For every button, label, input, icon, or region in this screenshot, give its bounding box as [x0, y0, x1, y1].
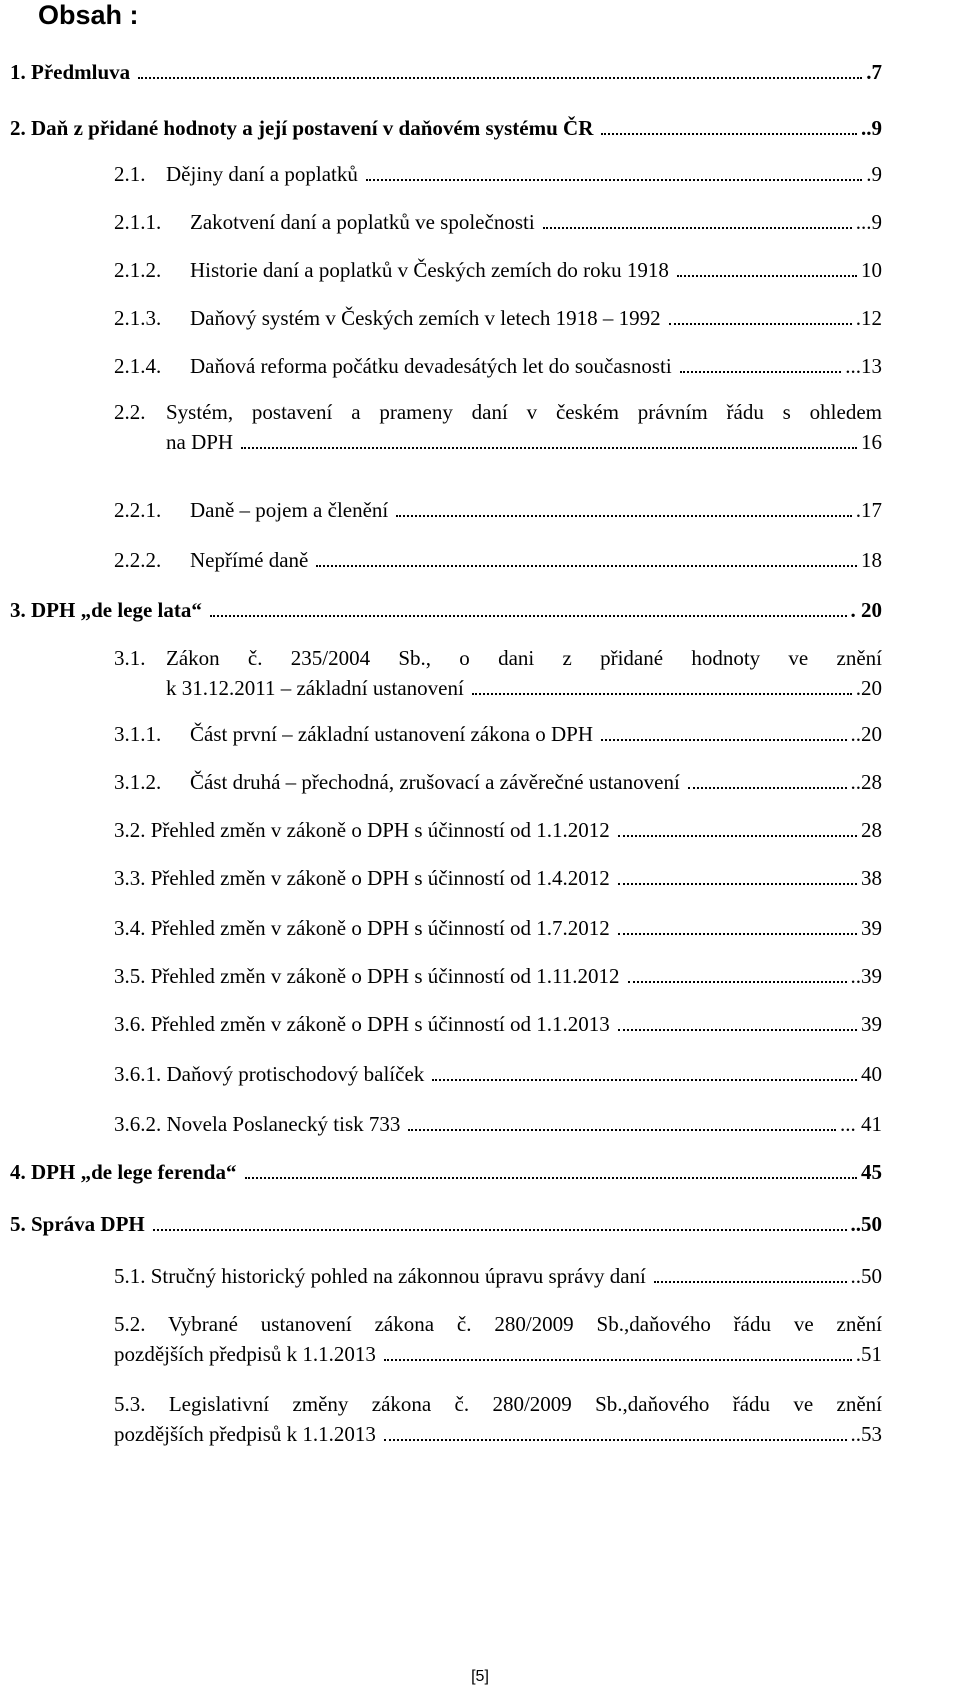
toc-entry-number: 3.1. [114, 646, 146, 670]
toc-entry[interactable] [0, 596, 930, 624]
toc-entry-page: .20 [855, 676, 882, 700]
toc-entry[interactable] [0, 1210, 930, 1238]
toc-entry-page: 10 [861, 258, 882, 282]
toc-entry[interactable] [0, 256, 930, 284]
toc-entry[interactable] [0, 352, 930, 380]
toc-leader-dots [366, 179, 862, 181]
toc-entry-page: 16 [861, 430, 882, 454]
toc-entry[interactable] [0, 1010, 930, 1038]
toc-entry-title: 3.5. Přehled změn v zákoně o DPH s účinností od 1.11.2012 [114, 964, 620, 988]
toc-leader-dots [210, 615, 847, 617]
toc-entry[interactable] [0, 1110, 930, 1138]
toc-leader-dots [618, 883, 857, 885]
toc-leader-dots [316, 565, 857, 567]
toc-entry-title: 3. DPH „de lege lata“ [10, 598, 202, 622]
toc-entry-number: 2.2. [114, 400, 146, 424]
toc-leader-dots [688, 787, 847, 789]
toc-leader-dots [153, 1229, 847, 1231]
toc-entry-page: ..50 [850, 1212, 882, 1236]
toc-entry[interactable] [0, 304, 930, 332]
toc-entry-page: 45 [861, 1160, 882, 1184]
toc-entry[interactable] [0, 816, 930, 844]
toc-entry-title: Část druhá – přechodná, zrušovací a závěrečné ustanovení [190, 770, 680, 794]
toc-entry-page: 39 [861, 1012, 882, 1036]
toc-entry-title: Historie daní a poplatků v Českých zemích do roku 1918 [190, 258, 669, 282]
toc-entry[interactable] [0, 1262, 930, 1290]
toc-entry-title: Zákon č. 235/2004 Sb., o dani z přidané hodnoty ve znění [166, 646, 882, 670]
toc-entry-title: 5.3. Legislativní změny zákona č. 280/2009 Sb.,daňového řádu ve znění [114, 1392, 882, 1416]
toc-entry[interactable] [0, 58, 930, 86]
toc-leader-dots [245, 1177, 857, 1179]
toc-entry-title: 1. Předmluva [10, 60, 131, 84]
toc-entry-number: 2.1.1. [114, 210, 162, 234]
toc-leader-dots [618, 933, 857, 935]
toc-entry[interactable] [0, 720, 930, 748]
toc-entry-page: .12 [855, 306, 882, 330]
toc-entry-title: Daňová reforma počátku devadesátých let do současnosti [190, 354, 672, 378]
toc-entry[interactable] [0, 962, 930, 990]
toc-entry-page: 28 [861, 818, 882, 842]
toc-leader-dots [396, 515, 852, 517]
toc-entry-page: ..50 [850, 1264, 882, 1288]
toc-leader-dots [677, 275, 857, 277]
toc-leader-dots [408, 1129, 836, 1131]
toc-entry-page: 39 [861, 916, 882, 940]
toc-entry-number: 2.1.3. [114, 306, 162, 330]
toc-entry[interactable] [0, 768, 930, 796]
toc-entry-page: 38 [861, 866, 882, 890]
toc-entry-page: . 20 [850, 598, 882, 622]
toc-leader-dots [543, 227, 852, 229]
toc-entry-number: 2.2.2. [114, 548, 162, 572]
toc-entry-page: .9 [866, 162, 882, 186]
toc-leader-dots [384, 1439, 847, 1441]
toc-entry[interactable] [0, 1060, 930, 1088]
toc-entry[interactable] [0, 1310, 930, 1368]
toc-leader-dots [654, 1281, 847, 1283]
toc-leader-dots [384, 1359, 852, 1361]
toc-entry-title-continued: pozdějších předpisů k 1.1.2013 [114, 1422, 376, 1446]
toc-entry-number: 2.1. [114, 162, 146, 186]
toc-entry-page: ..53 [850, 1422, 882, 1446]
toc-entry-title: Dějiny daní a poplatků [166, 162, 358, 186]
toc-entry-number: 3.1.2. [114, 770, 162, 794]
toc-entry[interactable] [0, 208, 930, 236]
toc-entry-number: 2.1.2. [114, 258, 162, 282]
toc-heading: Obsah : [38, 0, 139, 30]
toc-entry-title: 3.3. Přehled změn v zákoně o DPH s účinností od 1.4.2012 [114, 866, 610, 890]
toc-entry-page: .17 [855, 498, 882, 522]
toc-entry[interactable] [0, 114, 930, 142]
page-number: [5] [471, 1668, 489, 1685]
toc-entry[interactable] [0, 546, 930, 574]
toc-entry-title: 5.1. Stručný historický pohled na zákonnou úpravu správy daní [114, 1264, 646, 1288]
toc-entry-page: ..20 [850, 722, 882, 746]
toc-entry-page: ...13 [845, 354, 882, 378]
toc-entry[interactable] [0, 914, 930, 942]
toc-entry-number: 2.1.4. [114, 354, 162, 378]
toc-entry-number: 2.2.1. [114, 498, 162, 522]
toc-entry[interactable] [0, 398, 930, 456]
toc-entry-title: Část první – základní ustanovení zákona o DPH [190, 722, 593, 746]
toc-entry-page: 40 [861, 1062, 882, 1086]
toc-entry-title: 5. Správa DPH [10, 1212, 145, 1236]
toc-entry-page: .7 [866, 60, 882, 84]
toc-entry[interactable] [0, 160, 930, 188]
toc-entry-page: ... 41 [840, 1112, 882, 1136]
toc-entry-title: 3.6. Přehled změn v zákoně o DPH s účinností od 1.1.2013 [114, 1012, 610, 1036]
toc-entry-title: Daňový systém v Českých zemích v letech 1918 – 1992 [190, 306, 661, 330]
toc-entry-page: 18 [861, 548, 882, 572]
toc-entry[interactable] [0, 496, 930, 524]
toc-entry-title: Systém, postavení a prameny daní v českém právním řádu s ohledem [166, 400, 882, 424]
toc-entry-page: .51 [855, 1342, 882, 1366]
toc-leader-dots [241, 447, 857, 449]
toc-entry-title: 3.6.1. Daňový protischodový balíček [114, 1062, 425, 1086]
toc-entry-title-continued: na DPH [166, 430, 234, 454]
toc-leader-dots [628, 981, 847, 983]
toc-entry-page: ..39 [850, 964, 882, 988]
toc-leader-dots [601, 133, 857, 135]
toc-leader-dots [432, 1079, 857, 1081]
toc-entry-page: ...9 [855, 210, 882, 234]
toc-leader-dots [618, 835, 857, 837]
toc-leader-dots [472, 693, 852, 695]
toc-entry-number: 3.1.1. [114, 722, 162, 746]
toc-entry[interactable] [0, 644, 930, 702]
toc-entry-page: ..28 [850, 770, 882, 794]
toc-leader-dots [680, 371, 841, 373]
toc-entry[interactable] [0, 864, 930, 892]
toc-entry[interactable] [0, 1158, 930, 1186]
toc-entry-title: 4. DPH „de lege ferenda“ [10, 1160, 237, 1184]
toc-leader-dots [669, 323, 852, 325]
toc-leader-dots [138, 77, 862, 79]
toc-leader-dots [601, 739, 847, 741]
toc-entry-title: Zakotvení daní a poplatků ve společnosti [190, 210, 535, 234]
toc-entry-title: Daně – pojem a členění [190, 498, 389, 522]
toc-entry-title: Nepřímé daně [190, 548, 309, 572]
toc-entry-title: 3.6.2. Novela Poslanecký tisk 733 [114, 1112, 401, 1136]
toc-entry-title-continued: pozdějších předpisů k 1.1.2013 [114, 1342, 376, 1366]
toc-entry-title-continued: k 31.12.2011 – základní ustanovení [166, 676, 464, 700]
toc-entry-title: 5.2. Vybrané ustanovení zákona č. 280/2009 Sb.,daňového řádu ve znění [114, 1312, 882, 1336]
toc-entry-title: 2. Daň z přidané hodnoty a její postavení v daňovém systému ČR [10, 116, 594, 140]
toc-entry-page: ..9 [861, 116, 882, 140]
toc-entry[interactable] [0, 1390, 930, 1448]
toc-entry-title: 3.2. Přehled změn v zákoně o DPH s účinností od 1.1.2012 [114, 818, 610, 842]
toc-leader-dots [618, 1029, 857, 1031]
toc-entry-title: 3.4. Přehled změn v zákoně o DPH s účinností od 1.7.2012 [114, 916, 610, 940]
